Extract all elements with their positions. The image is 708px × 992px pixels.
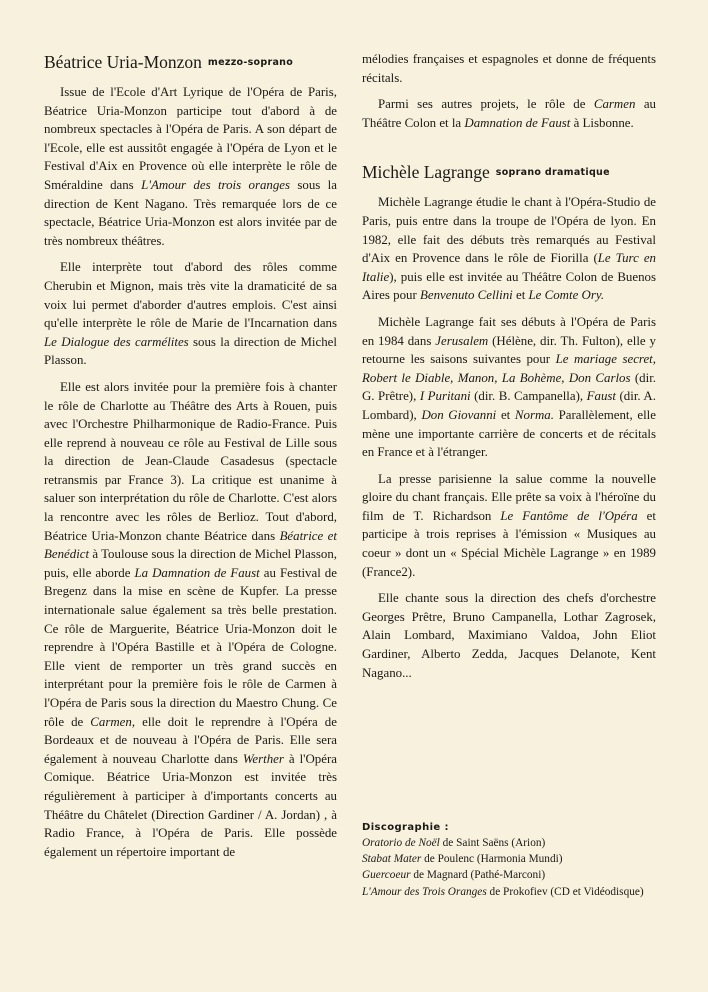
text-run: Michèle Lagrange étudie le chant à l'Opéra-Studio de Paris, puis entre dans la troupe de l'Opéra de lyon. En 1982, elle fait des débuts très remarqués au Festival d'Aix en Provence dans le rôle de Fiorilla (: [362, 195, 656, 266]
text-run: (Hélène, dir. Th. Fulton), elle y retourne les saisons suivantes pour: [362, 333, 656, 367]
text-run: Elle interprète tout d'abord des rôles comme Cherubin et Mignon, mais très vite la dramaticité de sa voix lui permet d'aborder d'autres emplois. C'est ainsi qu'elle interprète le rôle de Marie de l'Incarnation dans: [44, 260, 337, 331]
work-title: Le Comte Ory.: [528, 288, 605, 303]
voice-type: soprano dramatique: [495, 167, 610, 179]
text-run: et: [515, 288, 526, 303]
bio-paragraph: [44, 83, 337, 250]
work-title: Béatrice et Benédict: [44, 528, 337, 562]
label-info: de Magnard (Pathé-Marconi): [413, 869, 546, 882]
left-column: [44, 50, 337, 869]
work-title: L'Amour des trois oranges: [141, 177, 291, 192]
work-title: Jerusalem: [435, 333, 489, 348]
work-title: Carmen,: [90, 714, 136, 729]
label-info: de Poulenc (Harmonia Mundi): [424, 853, 563, 866]
text-run: à Lisbonne.: [573, 115, 634, 130]
text-run: Michèle Lagrange fait ses débuts à l'Opéra de Paris en 1984 dans: [362, 314, 656, 348]
work-title: I Puritani: [419, 389, 471, 404]
voice-type: mezzo-soprano: [207, 57, 294, 68]
work-title: Oratorio de Noël: [362, 837, 440, 849]
work-title: Le Fantôme de l'Opéra: [500, 508, 638, 523]
right-column: [362, 50, 656, 690]
text-run: (dir. G. Prêtre),: [362, 370, 656, 404]
work-title: Benvenuto Cellini: [420, 288, 513, 303]
work-title: Guercoeur: [362, 869, 411, 882]
label-info: de Prokofiev (CD et Vidéodisque): [489, 885, 644, 898]
text-run: au Théâtre Colon et la: [362, 97, 656, 130]
artist-heading-lagrange: [362, 160, 656, 185]
continued-paragraph: mélodies françaises et espagnoles et donne de fréquents récitals.: [362, 52, 656, 85]
projects-paragraph: [362, 95, 656, 132]
work-title: Damnation de Faust: [464, 115, 571, 130]
bio-paragraph: [44, 258, 337, 370]
text-run: (dir. A. Lombard),: [362, 389, 656, 422]
work-title: Stabat Mater: [362, 853, 422, 866]
text-run: à Toulouse sous la direction de Michel Plasson, puis, elle aborde: [44, 547, 337, 580]
artist-name: Michèle Lagrange: [362, 162, 490, 183]
text-run: et: [500, 407, 511, 422]
text-run: sous la direction de Michel Plasson.: [44, 334, 337, 368]
discography-item: [362, 867, 658, 883]
work-title: Faust: [586, 389, 616, 404]
text-run: à l'Opéra Comique. Béatrice Uria-Monzon est invitée très régulièrement à participer à d'importants concerts au Théâtre du Châtelet (Direction Gardiner / A. Jordan) , à Radio France, à l'Opéra de Paris. Elle possède également un répertoire important de: [44, 751, 337, 859]
bio-paragraph: [362, 313, 656, 462]
text-run: ), puis elle est invitée au Théâtre Colon de Buenos Aires pour: [362, 269, 656, 303]
text-run: Parmi ses autres projets, le rôle de: [378, 97, 586, 112]
text-run: (dir. B. Campanella),: [474, 389, 584, 404]
text-run: au Festival de Bregenz dans la mise en scène de Kupfer. La presse internationale salue également sa très belle prestation. Ce rôle de Marguerite, Béatrice Uria-Monzon doit le reprendre à l'Opéra Bastille et à l'Opéra de Cologne. Elle vient de remporter un très grand succès en interprétant pour la première fois le rôle de Carmen à l'Opéra de Paris sous la direction du Maestro Chung. Ce rôle de: [44, 565, 337, 729]
bio-paragraph: [44, 378, 337, 861]
work-title: Werther: [242, 751, 284, 766]
work-title: Le mariage secret, Robert le Diable, Manon, La Bohème, Don Carlos: [362, 352, 656, 385]
discography-item: [362, 835, 658, 851]
bio-paragraph: [362, 470, 656, 582]
work-title: L'Amour des Trois Oranges: [362, 885, 487, 898]
text-run: Parallèlement, elle mène une importante carrière de concerts et de récitals en France et à l'étranger.: [362, 407, 656, 460]
discography: [362, 822, 658, 900]
text-run: elle doit le reprendre à l'Opéra de Bordeaux et de nouveau à l'Opéra de Paris. Elle sera également à nouveau Charlotte dans: [44, 714, 337, 766]
bio-paragraph: Elle chante sous la direction des chefs d'orchestre Georges Prêtre, Bruno Campanella, Lothar Zagrosek, Alain Lombard, Maximiano Valdoa, John Eliot Gardiner, Alberto Zedda, Jacques Delanote, Kent Nagano...: [362, 591, 656, 680]
work-title: Le Turc en Italie: [362, 251, 656, 284]
text-run: Issue de l'Ecole d'Art Lyrique de l'Opéra de Paris, Béatrice Uria-Monzon participe tout d'abord à de nombreux spectacles à l'Opéra de Paris. A son départ de l'Ecole, elle est aussitôt engagée à l'Opéra de Lyon et le Festival d'Aix en Provence où elle interprète le rôle de Sméraldine dans: [44, 85, 337, 192]
work-title: Don Giovanni: [421, 407, 497, 422]
work-title: Carmen: [593, 97, 636, 112]
text-run: Elle est alors invitée pour la première fois à chanter le rôle de Charlotte au Théâtre des Arts à Rouen, puis avec l'Orchestre Philharmonique de Radio-France. Puis elle reprend à nouveau ce rôle au Festival de Lille sous la direction de Jean-Claude Casadesus (spectacle retransmis par France 3). La critique est unanime à saluer son interprétation du rôle de Charlotte. C'est alors la rencontre avec les rôles de Berlioz. Tout d'abord, Béatrice Uria-Monzon chante Béatrice dans: [44, 379, 337, 543]
work-title: Le Dialogue des carmélites: [44, 334, 189, 349]
text-run: La presse parisienne la salue comme la nouvelle gloire du chant français. Elle prête sa voix à l'héroïne du film de T. Richardson: [362, 471, 656, 523]
text-run: et participe à trois reprises à l'émission « Musiques au coeur » dont un « Spécial Michèle Lagrange » en 1989 (France2).: [362, 508, 656, 579]
work-title: La Damnation de Faust: [134, 565, 260, 580]
discography-item: [362, 884, 658, 900]
discography-item: [362, 851, 658, 867]
artist-heading-uria-monzon: [44, 50, 337, 75]
label-info: de Saint Saëns (Arion): [442, 837, 546, 849]
discography-title: Discographie :: [362, 822, 449, 833]
text-run: sous la direction de Kent Nagano. Très remarquée lors de ce spectacle, Béatrice Uria-Monzon est alors invitée par de très nombreux théâtres.: [44, 177, 337, 248]
bio-paragraph: [362, 193, 656, 305]
artist-name: Béatrice Uria-Monzon: [44, 52, 202, 72]
work-title: Norma.: [514, 407, 554, 422]
